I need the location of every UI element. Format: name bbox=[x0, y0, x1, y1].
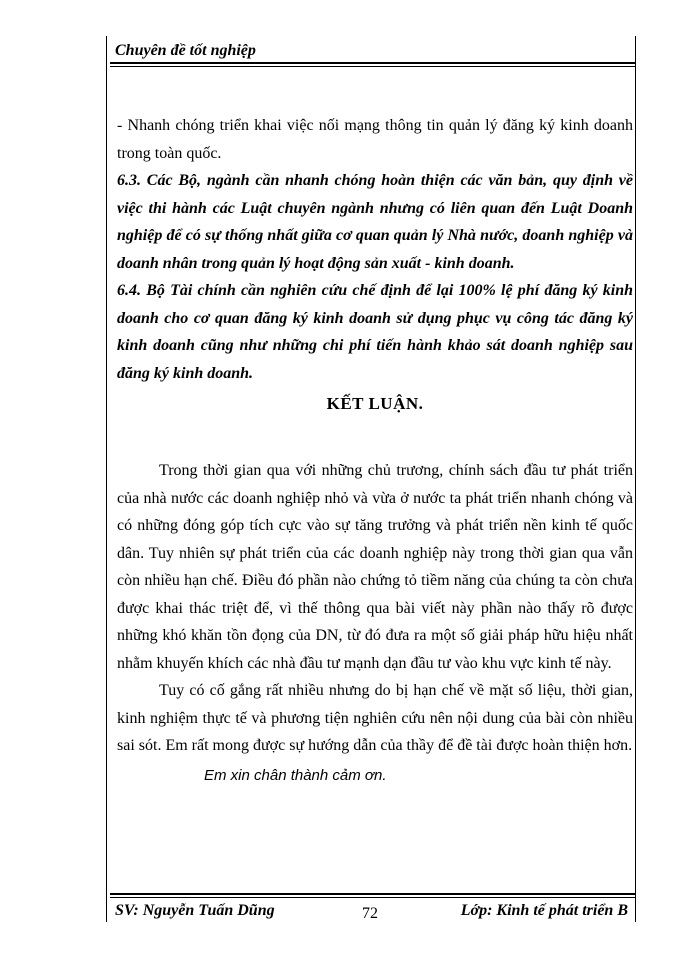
document-body bbox=[117, 112, 633, 788]
page-number: 72 bbox=[362, 905, 378, 922]
footer-class-name: Lớp: Kinh tế phát triển B bbox=[460, 902, 628, 919]
header-rule bbox=[110, 62, 636, 64]
conclusion-paragraph-1: Trong thời gian qua với những chủ trương, chính sách đầu tư phát triển của nhà nước các doanh nghiệp nhỏ và vừa ở nước ta phát triển nhanh chóng và có những đóng góp tích cực vào sự tăng trưởng và phát triển nền kinh tế quốc dân. Tuy nhiên sự phát triển của các doanh nghiệp này trong thời gian qua vẫn còn nhiều hạn chế. Điều đó phần nào chứng tỏ tiềm năng của chúng ta còn chưa được khai thác triệt để, vì thế thông qua bài viết này phần nào thấy rõ được những khó khăn tồn đọng của DN, từ đó đưa ra một số giải pháp hữu hiệu nhất nhằm khuyến khích các nhà đầu tư mạnh dạn đầu tư vào khu vực kinh tế này. bbox=[117, 462, 633, 672]
footer-rule-thin bbox=[110, 897, 636, 898]
conclusion-paragraph-2: Tuy có cố gắng rất nhiều nhưng do bị hạn chế về mặt số liệu, thời gian, kinh nghiệm thực tế và phương tiện nghiên cứu nên nội dung của bài còn nhiều sai sót. Em rất mong được sự hướng dẫn của thầy để đề tài được hoàn thiện hơn. bbox=[117, 682, 633, 754]
section-6-3: 6.3. Các Bộ, ngành cần nhanh chóng hoàn thiện các văn bản, quy định về việc thi hành các Luật chuyên ngành nhưng có liên quan đến Luật Doanh nghiệp để có sự thống nhất giữa cơ quan quản lý Nhà nước, doanh nghiệp và doanh nhân trong quản lý hoạt động sản xuất - kinh doanh. bbox=[117, 172, 633, 272]
header-rule-thin bbox=[110, 66, 636, 67]
footer-student-name: SV: Nguyễn Tuấn Dũng bbox=[115, 902, 275, 919]
footer-rule bbox=[110, 893, 636, 895]
page-header-title: Chuyên đề tốt nghiệp bbox=[115, 42, 256, 59]
bullet-paragraph: - Nhanh chóng triển khai việc nối mạng thông tin quản lý đăng ký kinh doanh trong toàn quốc. bbox=[117, 117, 633, 162]
section-6-4: 6.4. Bộ Tài chính cần nghiên cứu chế định để lại 100% lệ phí đăng ký kinh doanh cho cơ quan đăng ký kinh doanh sử dụng phục vụ công tác đăng ký kinh doanh cũng như những chi phí tiến hành khảo sát doanh nghiệp sau đăng ký kinh doanh. bbox=[117, 282, 633, 382]
conclusion-heading: KẾT LUẬN. bbox=[326, 394, 424, 413]
thanks-line: Em xin chân thành cảm ơn. bbox=[204, 766, 387, 784]
